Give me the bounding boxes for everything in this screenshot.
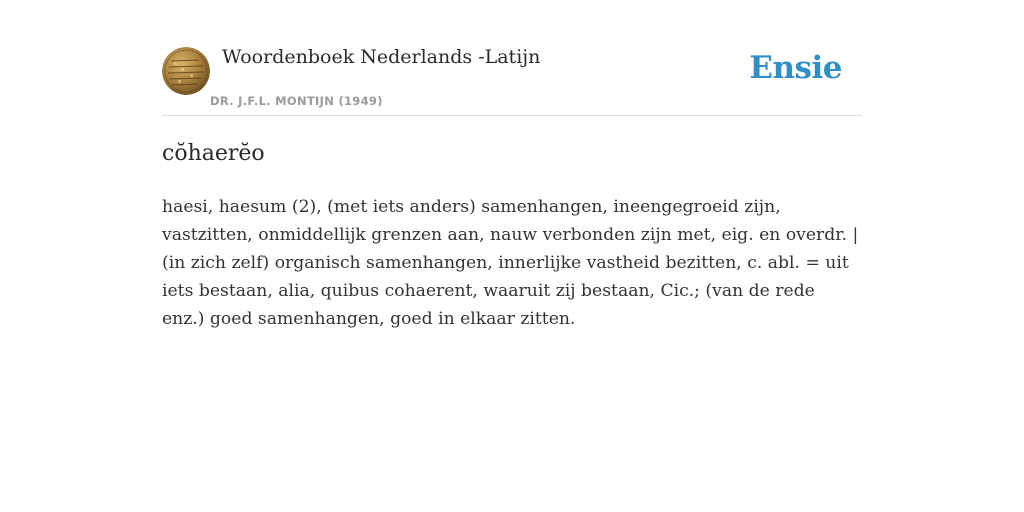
- ensie-logo-link[interactable]: Ensie: [749, 50, 842, 86]
- page-container: [162, 0, 862, 329]
- book-title-link[interactable]: Woordenboek Nederlands -Latijn: [222, 46, 541, 68]
- entry-definition: haesi, haesum (2), (met iets anders) samenhangen, ineengegroeid zijn, vastzitten, onmiddellijk grenzen aan, nauw verbonden zijn met, eig. en overdr. | (in zich zelf) organisch samenhangen, innerlijke vastheid bezitten, c. abl. = uit iets bestaan, alia, quibus cohaerent, waaruit zij bestaan, Cic.; (van de rede enz.) goed samenhangen, goed in elkaar zitten.: [162, 197, 859, 329]
- coin-seal-icon[interactable]: [162, 47, 210, 95]
- dictionary-header: [162, 0, 862, 116]
- book-author: DR. J.F.L. MONTIJN (1949): [210, 94, 383, 108]
- entry-headword: cŏhaerĕo: [162, 141, 265, 166]
